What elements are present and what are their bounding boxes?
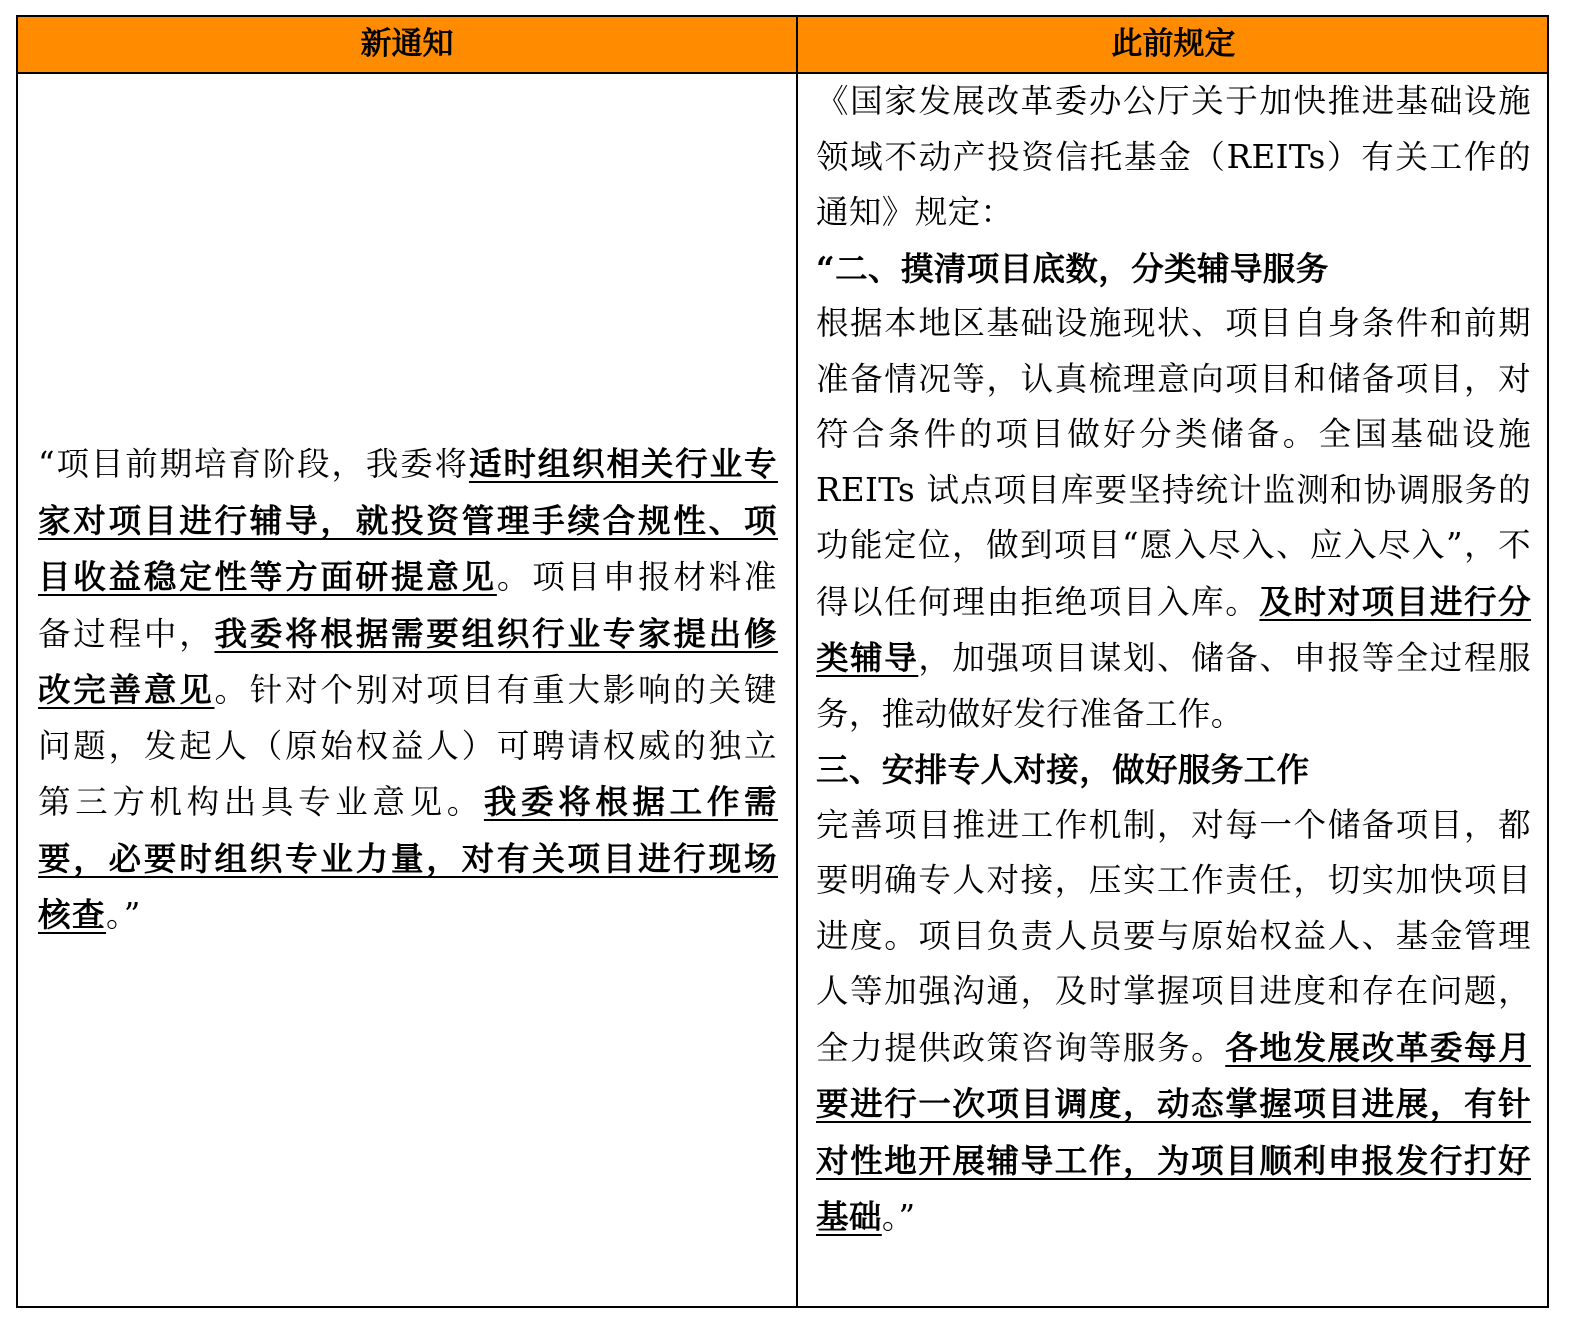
section-two-heading xyxy=(816,241,1531,297)
new-notice-segment-1: “项目前期培育阶段，我委将 xyxy=(38,445,469,484)
header-previous-rules: 此前规定 xyxy=(1111,26,1236,62)
comparison-table xyxy=(16,15,1549,1308)
new-notice-emphasis-1: 适时组织相关行业专家对项目进行辅导，就投资管理手续合规性、项目收益稳定性等方面研提意见 xyxy=(38,444,778,597)
new-notice-segment-4: 。” xyxy=(106,896,142,935)
new-notice-emphasis-3: 我委将根据工作需要，必要时组织专业力量，对有关项目进行现场核查 xyxy=(38,782,778,935)
section-three-text-2: 。” xyxy=(881,1198,916,1236)
section-three-text-1: 完善项目推进工作机制，对每一个储备项目，都要明确专人对接，压实工作责任，切实加快项目进度。项目负责人员要与原始权益人、基金管理人等加强沟通，及时掌握项目进度和存在问题，全力提供政策咨询等服务。 xyxy=(816,805,1531,1067)
section-two-emphasis: 及时对项目进行分类辅导 xyxy=(816,581,1532,677)
new-notice-cell xyxy=(18,74,796,1306)
new-notice-segment-3: 。针对个别对项目有重大影响的关键问题，发起人（原始权益人）可聘请权威的独立第三方机构出具专业意见。 xyxy=(38,671,778,822)
new-notice-segment-2: 。项目申报材料准备过程中， xyxy=(38,558,778,653)
section-two-title: 二、摸清项目底数，分类辅导服务 xyxy=(835,248,1329,288)
section-three-heading: 三、安排专人对接，做好服务工作 xyxy=(816,750,1310,789)
section-two-text-2: ，加强项目谋划、储备、申报等全过程服务，推动做好发行准备工作。 xyxy=(816,639,1532,733)
previous-rules-intro: 《国家发展改革委办公厅关于加快推进基础设施领域不动产投资信托基金（REITs）有关工作的通知》规定： xyxy=(816,82,1531,231)
header-new-notice: 新通知 xyxy=(360,26,454,62)
section-three-emphasis: 各地发展改革委每月要进行一次项目调度，动态掌握项目进展，有针对性地开展辅导工作，为项目顺利申报发行打好基础 xyxy=(816,1027,1531,1236)
table-header-row xyxy=(18,17,1547,74)
new-notice-text xyxy=(18,436,796,944)
section-two-body xyxy=(816,296,1531,742)
previous-rules-cell xyxy=(798,74,1549,1246)
section-two-quote-mark: “ xyxy=(816,248,836,288)
new-notice-emphasis-2: 我委将根据需要组织行业专家提出修改完善意见 xyxy=(38,613,778,710)
section-three-body xyxy=(816,798,1531,1246)
section-two-text-1: 根据本地区基础设施现状、项目自身条件和前期准备情况等，认真梳理意向项目和储备项目，对符合条件的项目做好分类储备。全国基础设施 REITs 试点项目库要坚持统计监测和协调服务的功能定位，做到项目“愿入尽入、应入尽入”，不得以任何理由拒绝项目入库。 xyxy=(816,304,1531,621)
